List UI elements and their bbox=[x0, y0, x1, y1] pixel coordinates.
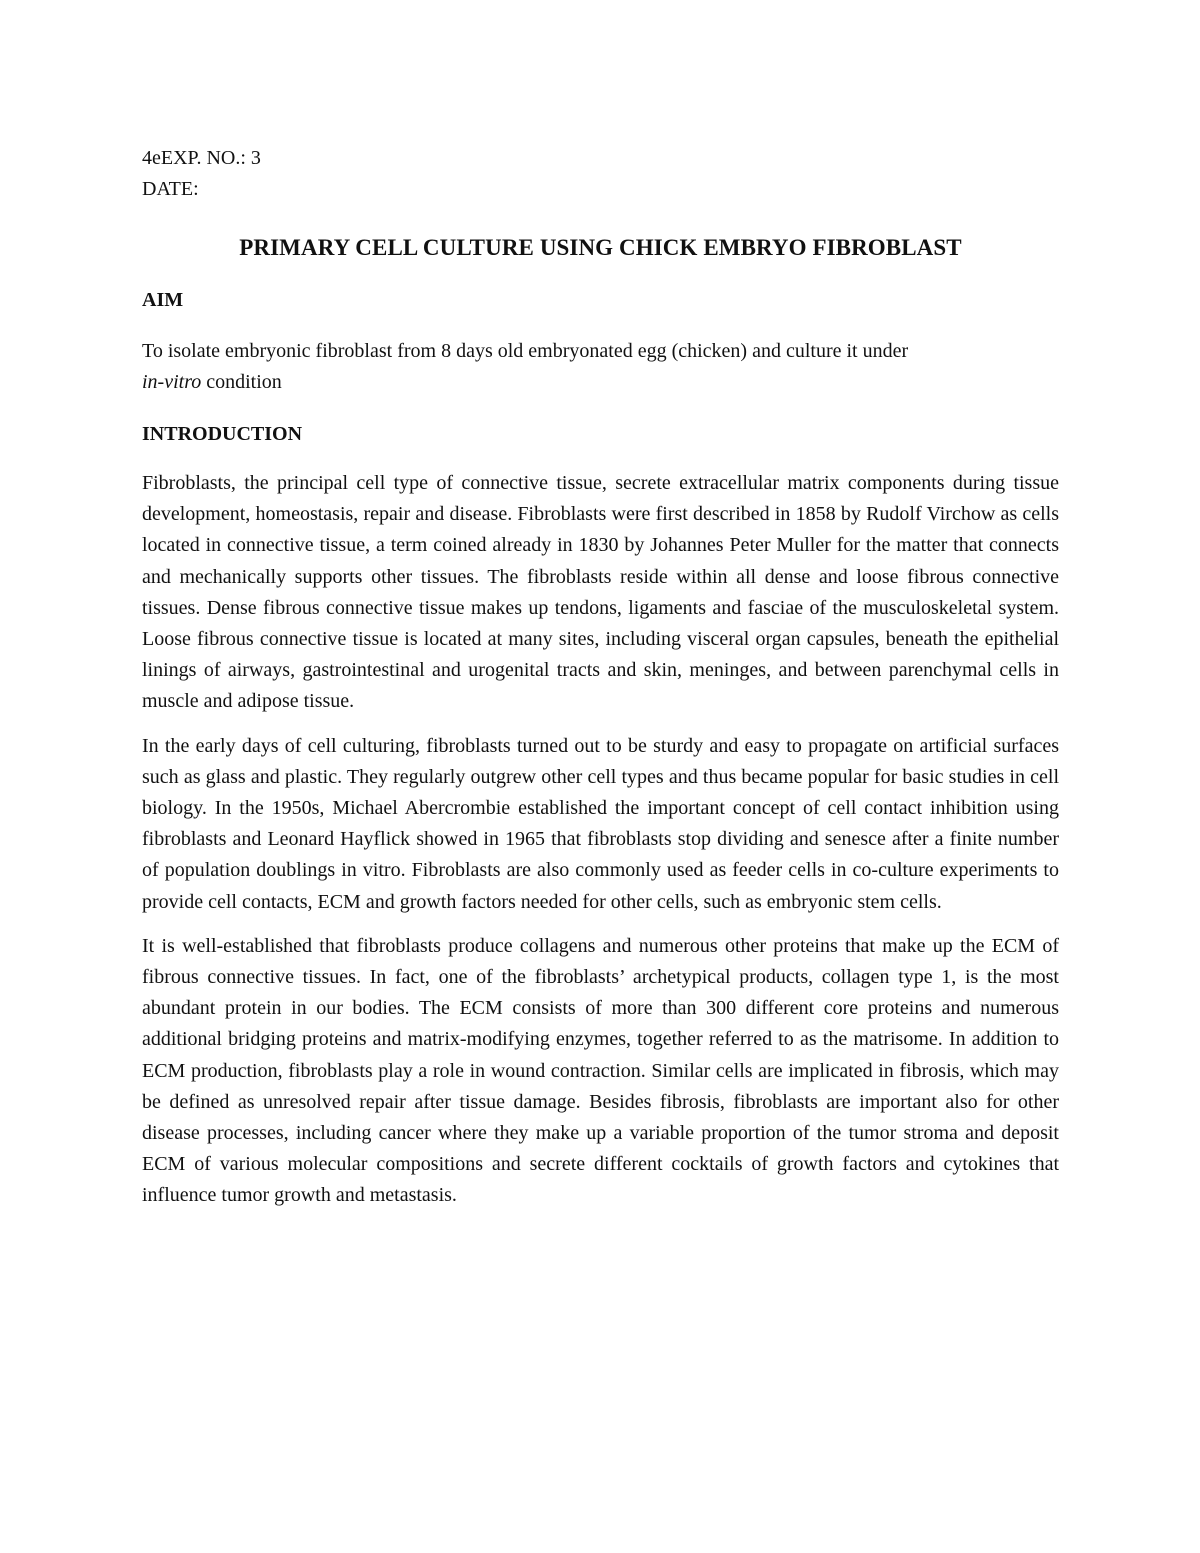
aim-heading: AIM bbox=[142, 289, 184, 311]
aim-text-main: To isolate embryonic fibroblast from 8 days old embryonated egg (chicken) and culture it under bbox=[142, 340, 909, 362]
document-content bbox=[142, 143, 1059, 1212]
introduction-paragraph-3: It is well-established that fibroblasts produce collagens and numerous other proteins that make up the ECM of fibrous connective tissues. In fact, one of the fibroblasts’ archetypical products, collagen type 1, is the most abundant protein in our bodies. The ECM consists of more than 300 different core proteins and numerous additional bridging proteins and matrix-modifying enzymes, together referred to as the matrisome. In addition to ECM production, fibroblasts play a role in wound contraction. Similar cells are implicated in fibrosis, which may be defined as unresolved repair after tissue damage. Besides fibrosis, fibroblasts are important also for other disease processes, including cancer where they make up a variable proportion of the tumor stroma and deposit ECM of various molecular compositions and secrete different cocktails of growth factors and cytokines that influence tumor growth and metastasis. bbox=[142, 934, 1059, 1207]
date-label: DATE: bbox=[142, 178, 199, 200]
experiment-number: 4eEXP. NO.: 3 bbox=[142, 147, 261, 169]
aim-text-end: condition bbox=[201, 371, 282, 393]
introduction-heading: INTRODUCTION bbox=[142, 423, 303, 445]
document-title: PRIMARY CELL CULTURE USING CHICK EMBRYO FIBROBLAST bbox=[239, 235, 962, 260]
introduction-paragraph-1: Fibroblasts, the principal cell type of connective tissue, secrete extracellular matrix components during tissue development, homeostasis, repair and disease. Fibroblasts were first described in 1858 by Rudolf Virchow as cells located in connective tissue, a term coined already in 1830 by Johannes Peter Muller for the matter that connects and mechanically supports other tissues. The fibroblasts reside within all dense and loose fibrous connective tissues. Dense fibrous connective tissue makes up tendons, ligaments and fasciae of the musculoskeletal system. Loose fibrous connective tissue is located at many sites, including visceral organ capsules, beneath the epithelial linings of airways, gastrointestinal and urogenital tracts and skin, meninges, and between parenchymal cells in muscle and adipose tissue. bbox=[142, 472, 1059, 713]
aim-text-italic: in-vitro bbox=[142, 371, 202, 393]
aim-text bbox=[142, 336, 1059, 398]
introduction-paragraph-2: In the early days of cell culturing, fibroblasts turned out to be sturdy and easy to propagate on artificial surfaces such as glass and plastic. They regularly outgrew other cell types and thus became popular for basic studies in cell biology. In the 1950s, Michael Abercrombie established the important concept of cell contact inhibition using fibroblasts and Leonard Hayflick showed in 1965 that fibroblasts stop dividing and senesce after a finite number of population doublings in vitro. Fibroblasts are also commonly used as feeder cells in co-culture experiments to provide cell contacts, ECM and growth factors needed for other cells, such as embryonic stem cells. bbox=[142, 734, 1059, 913]
